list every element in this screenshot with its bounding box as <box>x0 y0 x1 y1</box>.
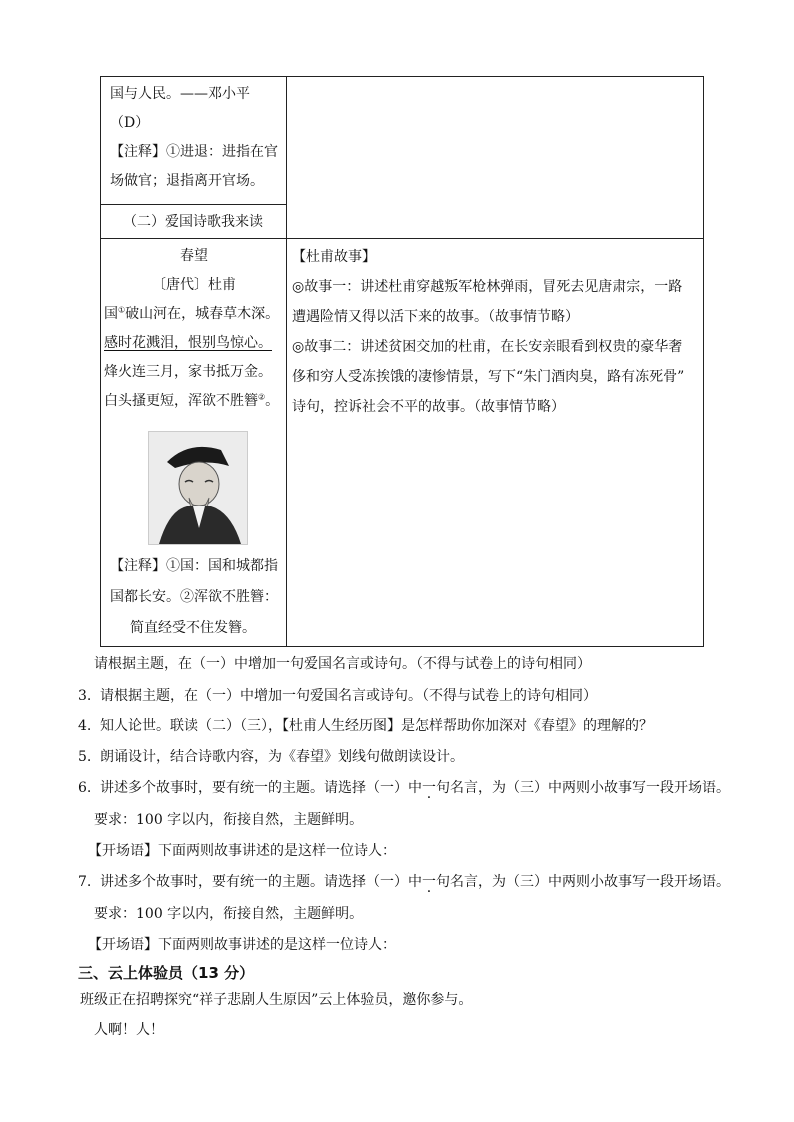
question-7-requirement: 要求：100 字以内，衔接自然，主题鲜明。 <box>94 906 364 922</box>
table-border-right <box>703 76 704 647</box>
quote-note-line: 【注释】①进退：进指在官 <box>110 144 278 160</box>
question-text: 请根据主题，在（一）中增加一句爱国名言或诗句。（不得与试卷上的诗句相同） <box>100 688 597 704</box>
stories-cell <box>292 242 702 422</box>
poem-note-line: 简直经受不住发簪。 <box>130 620 256 636</box>
question-number: 7. <box>78 874 92 890</box>
question-number: 4. <box>78 718 92 734</box>
story-line: ◎故事一：讲述杜甫穿越叛军枪林弹雨，冒死去见唐肃宗，一路 <box>292 279 683 295</box>
question-number: 3. <box>78 688 92 704</box>
poem-line-1: 国①破山河在，城春草木深。 <box>104 305 280 322</box>
quote-cell <box>110 80 282 196</box>
question-5 <box>78 747 464 767</box>
question-text: 知人论世。联读（二）（三），【杜甫人生经历图】是怎样帮助你加深对《春望》的理解的？ <box>100 718 653 734</box>
section3-title: 三、云上体验员（13 分） <box>78 964 255 982</box>
quote-note-line: 场做官；退指离开官场。 <box>110 173 264 189</box>
question-3 <box>78 686 597 706</box>
emphasis-dot-char: 一 <box>422 874 436 890</box>
story-line: 遭遇险情又得以活下来的故事。（故事情节略） <box>292 309 579 325</box>
poem-line-4: 白头搔更短，浑欲不胜簪②。 <box>104 392 280 409</box>
stories-title: 【杜甫故事】 <box>292 249 376 265</box>
question-number: 5. <box>78 749 92 765</box>
story-line: 侈和穷人受冻挨饿的凄惨情景，写下“朱门酒肉臭，路有冻死骨” <box>292 369 685 385</box>
poem-cell <box>104 242 284 416</box>
quote-line: 国与人民。——邓小平 <box>110 86 250 102</box>
section3-intro: 班级正在招聘探究“祥子悲剧人生原因”云上体验员，邀你参与。 <box>80 992 473 1008</box>
poem-table <box>100 76 704 647</box>
poem-title: 春望 <box>180 248 208 264</box>
question-6-requirement: 要求：100 字以内，衔接自然，主题鲜明。 <box>94 812 364 828</box>
table-column-divider <box>286 76 287 647</box>
story-line: ◎故事二：讲述贫困交加的杜甫，在长安亲眼看到权贵的豪华奢 <box>292 339 683 355</box>
poem-note-line: 国都长安。②浑欲不胜簪： <box>110 589 278 605</box>
du-fu-portrait-image <box>148 431 248 545</box>
emphasis-dot-char: 一 <box>422 780 436 796</box>
quote-label: （D） <box>110 115 150 131</box>
table-border-top <box>100 76 704 77</box>
question-6: 6. 讲述多个故事时，要有统一的主题。请选择（一）中一句名言，为（三）中两则小故事写一段开场语。 <box>78 780 730 796</box>
table-border-bottom <box>100 646 704 647</box>
story-line: 诗句，控诉社会不平的故事。（故事情节略） <box>292 399 565 415</box>
question-6-opening: 【开场语】下面两则故事讲述的是这样一位诗人： <box>88 843 396 859</box>
question-text: 朗诵设计，结合诗歌内容，为《春望》划线句做朗读设计。 <box>100 749 464 765</box>
question-7: 7. 讲述多个故事时，要有统一的主题。请选择（一）中一句名言，为（三）中两则小故事写一段开场语。 <box>78 874 730 890</box>
portrait-icon <box>149 432 247 544</box>
poem-line-3: 烽火连三月，家书抵万金。 <box>104 364 272 380</box>
question-number: 6. <box>78 780 92 796</box>
poem-author: 〔唐代〕杜甫 <box>152 277 236 293</box>
table-row-divider-2 <box>100 238 704 239</box>
poem-note-line: 【注释】①国：国和城都指 <box>110 558 278 574</box>
intro-line: 请根据主题，在（一）中增加一句爱国名言或诗句。（不得与试卷上的诗句相同） <box>94 656 591 672</box>
section3-quote: 人啊！人！ <box>94 1022 164 1038</box>
question-7-opening: 【开场语】下面两则故事讲述的是这样一位诗人： <box>88 937 396 953</box>
section2-title: （二）爱国诗歌我来读 <box>123 214 263 230</box>
table-border-left <box>100 76 101 647</box>
question-4 <box>78 716 653 736</box>
table-row-divider-1 <box>100 204 286 205</box>
poem-line-2: 感时花溅泪，恨别鸟惊心。 <box>104 335 272 351</box>
poem-notes <box>110 551 286 644</box>
